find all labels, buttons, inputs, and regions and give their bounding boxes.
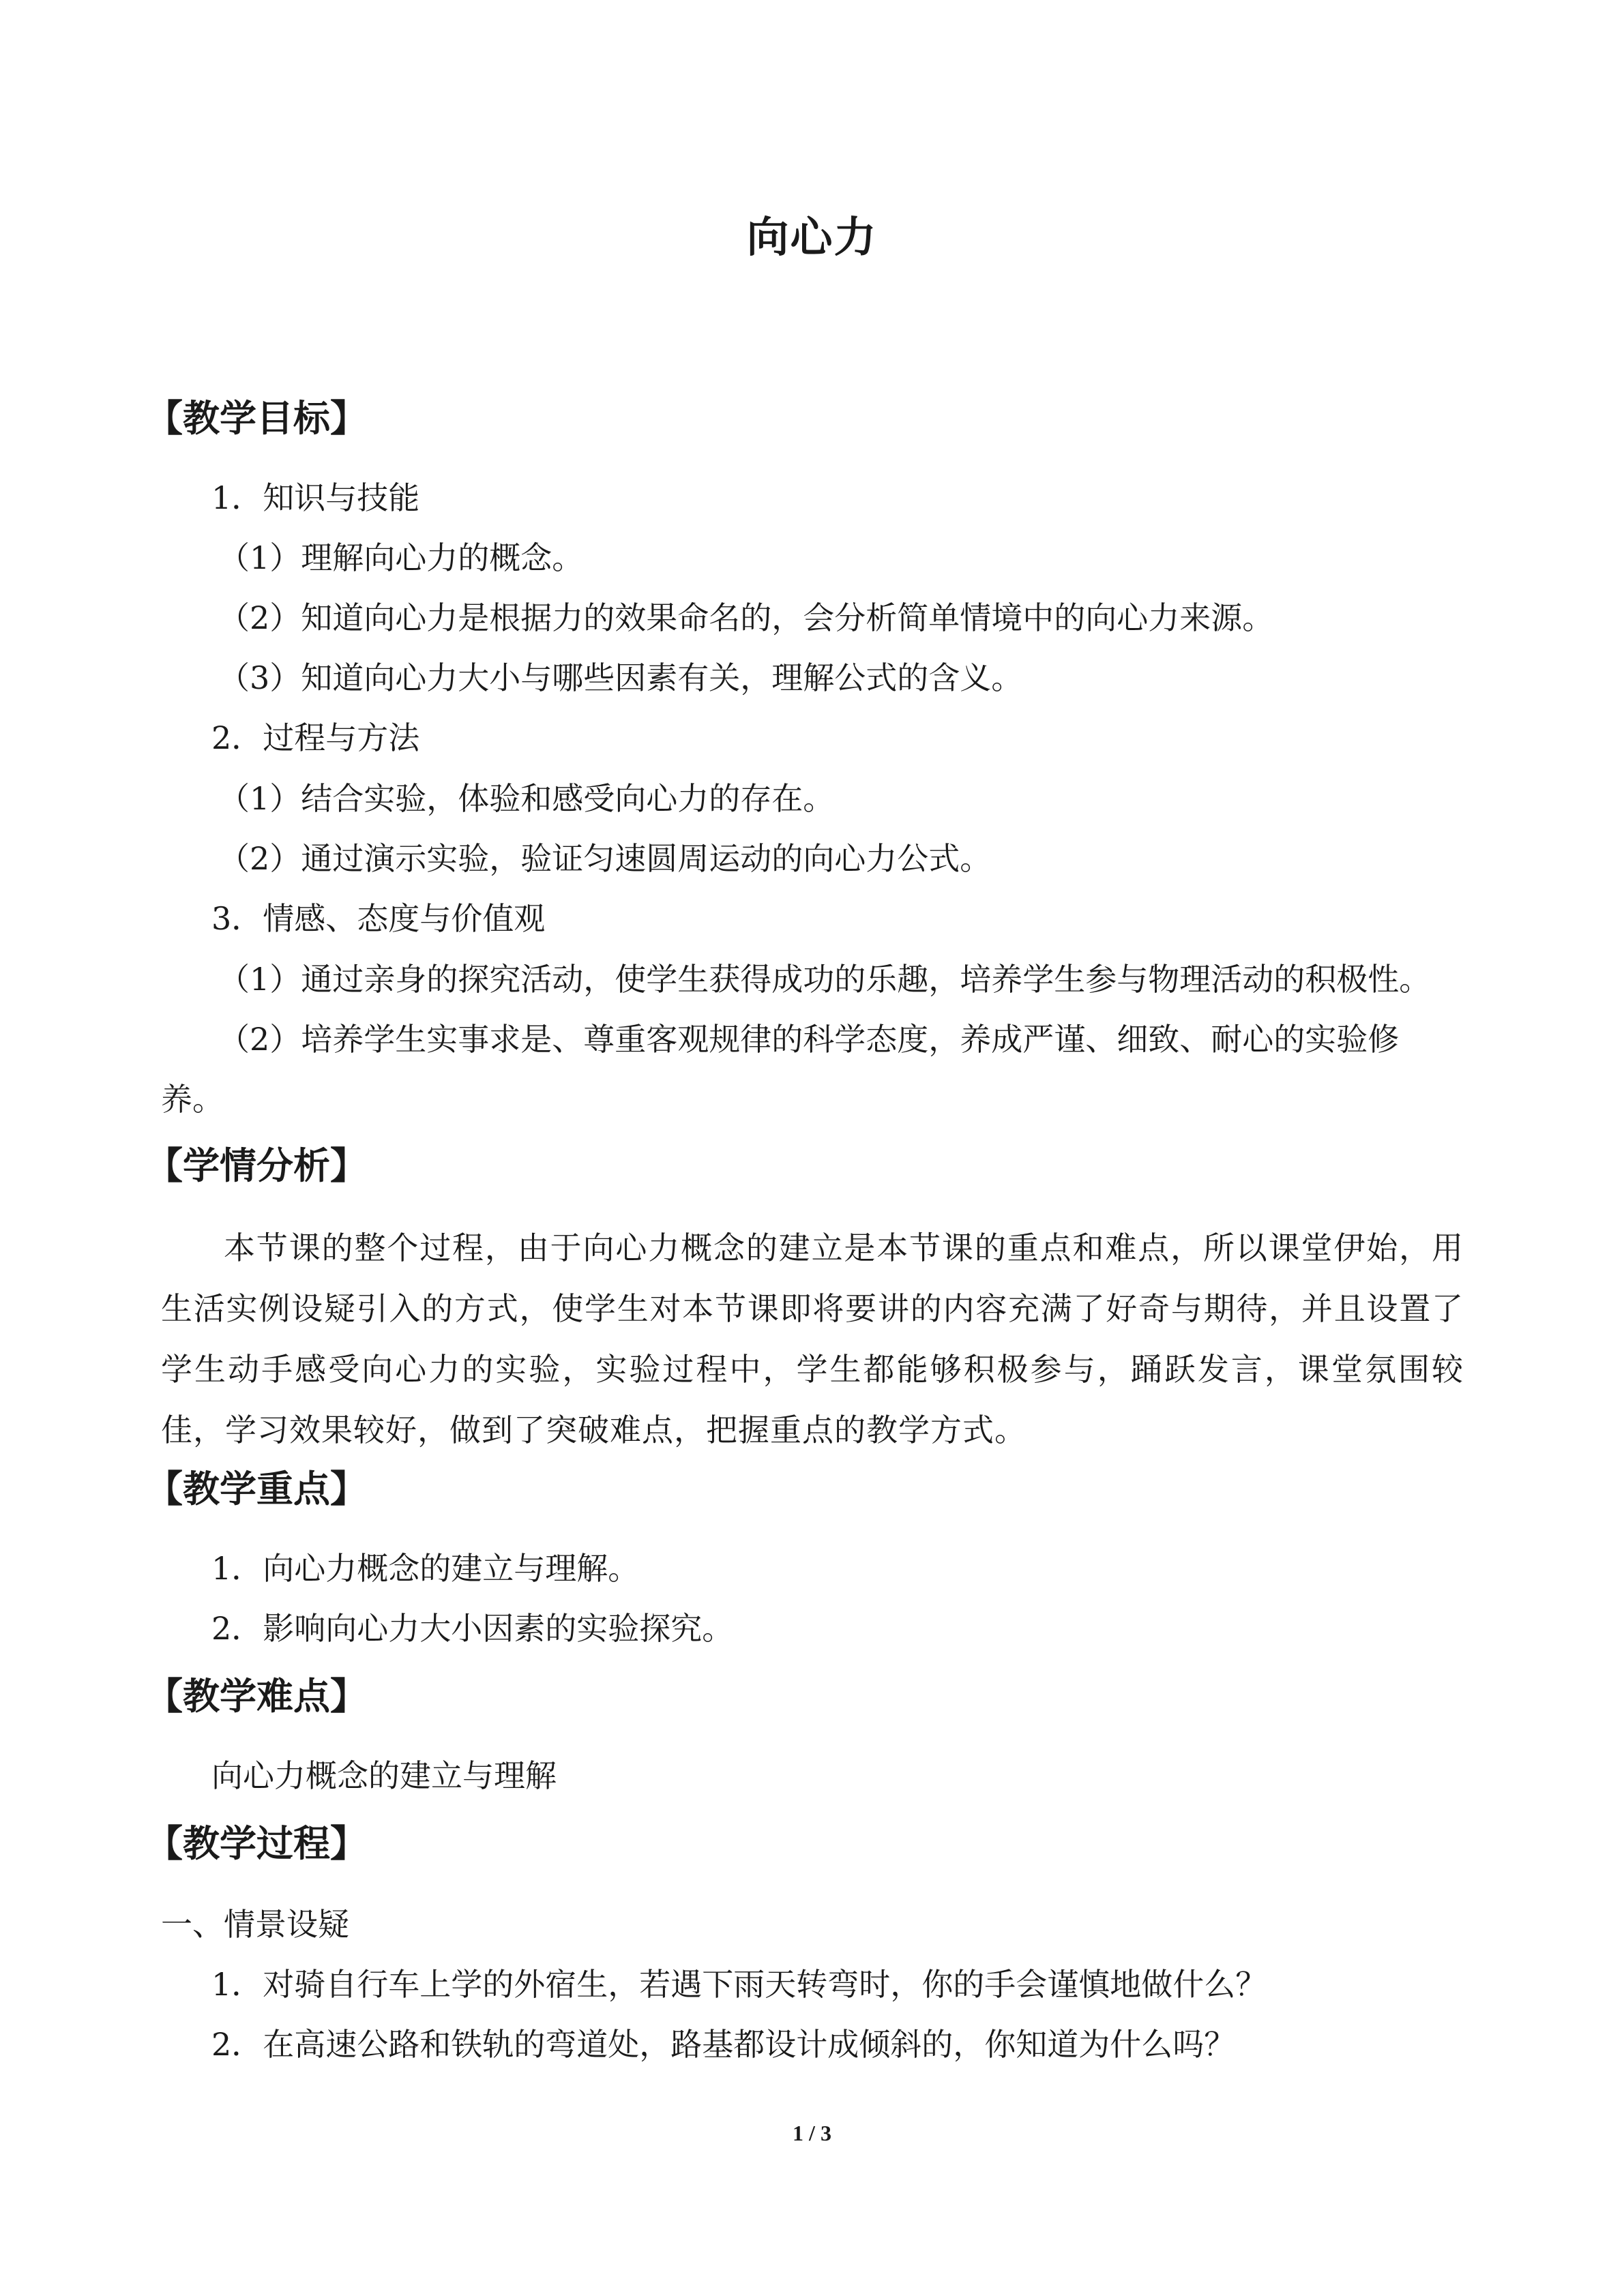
list-item: 2．影响向心力大小因素的实验探究。: [211, 1610, 734, 1647]
list-item-continuation: 养。: [161, 1081, 224, 1118]
list-item: （2）知道向心力是根据力的效果命名的，会分析简单情境中的向心力来源。: [218, 599, 1274, 636]
section-heading-difficulties: 【教学难点】: [146, 1675, 367, 1718]
page-number: 1 / 3: [793, 2121, 831, 2145]
list-item: 2．在高速公路和铁轨的弯道处，路基都设计成倾斜的，你知道为什么吗？: [211, 2026, 1236, 2063]
list-item: （1）通过亲身的探究活动，使学生获得成功的乐趣，培养学生参与物理活动的积极性。: [218, 961, 1431, 998]
section-heading-key-points: 【教学重点】: [146, 1467, 367, 1510]
difficulty-text: 向心力概念的建立与理解: [211, 1757, 557, 1794]
list-item: （1）结合实验，体验和感受向心力的存在。: [218, 780, 835, 817]
list-item: （1）理解向心力的概念。: [218, 539, 584, 576]
list-item: 2．过程与方法: [211, 719, 420, 756]
list-item: （2）通过演示实验，验证匀速圆周运动的向心力公式。: [218, 840, 992, 877]
page-title: 向心力: [746, 212, 878, 262]
analysis-paragraph: 本节课的整个过程，由于向心力概念的建立是本节课的重点和难点，所以课堂伊始，用生活实例设疑引入的方式，使学生对本节课即将要讲的内容充满了好奇与期待，并且设置了学生动手感受向心力的实验，实验过程中，学生都能够积极参与，踊跃发言，课堂氛围较佳，学习效果较好，做到了突破难点，把握重点的教学方式。: [161, 1229, 1464, 1448]
list-item: 1．向心力概念的建立与理解。: [211, 1550, 640, 1587]
subsection-title: 一、情景设疑: [161, 1906, 349, 1943]
section-heading-process: 【教学过程】: [146, 1822, 367, 1865]
list-item: 3．情感、态度与价值观: [211, 900, 546, 937]
list-item: （3）知道向心力大小与哪些因素有关，理解公式的含义。: [218, 659, 1023, 696]
list-item: 1．知识与技能: [211, 479, 420, 516]
section-heading-analysis: 【学情分析】: [146, 1144, 367, 1187]
list-item: （2）培养学生实事求是、尊重客观规律的科学态度，养成严谨、细致、耐心的实验修: [218, 1021, 1400, 1058]
section-heading-objectives: 【教学目标】: [146, 397, 367, 440]
list-item: 1．对骑自行车上学的外宿生，若遇下雨天转弯时，你的手会谨慎地做什么？: [211, 1966, 1267, 2003]
